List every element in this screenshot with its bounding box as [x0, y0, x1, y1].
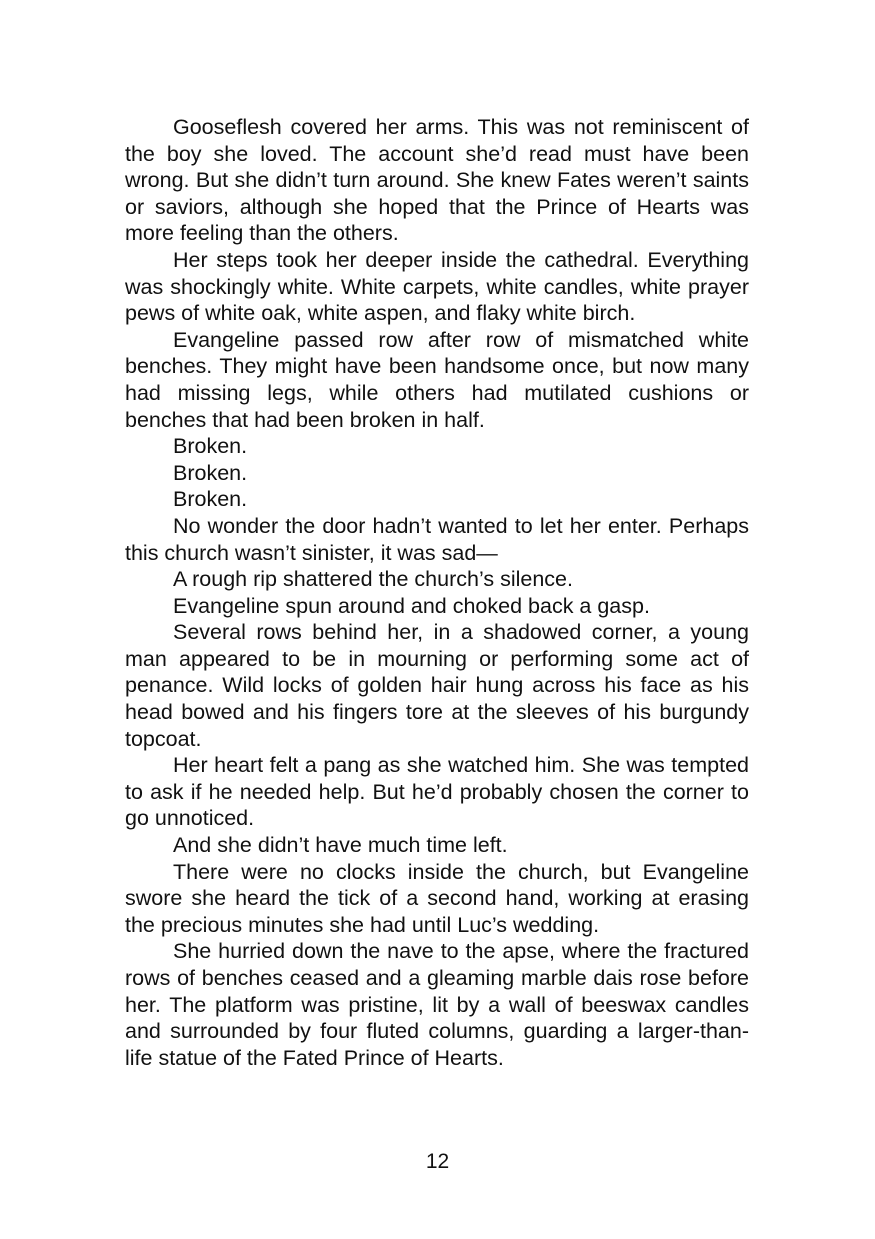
paragraph: Her heart felt a pang as she watched him. She was tempted to ask if he needed help. But he’d probably chosen the corner to go unnoticed. — [125, 753, 749, 831]
paragraph: Evangeline passed row after row of mismatched white benches. They might have been handsome once, but now many had missing legs, while others had mutilated cushions or benches that had been broken in half. — [125, 327, 749, 432]
paragraph: She hurried down the nave to the apse, where the fractured rows of benches ceased and a gleaming marble dais rose before her. The platform was pristine, lit by a wall of beeswax candles and surrounded by four fluted columns, guarding a larger-than-life statue of the Fated Prince of Hearts. — [125, 939, 749, 1070]
paragraph: A rough rip shattered the church’s silence. — [173, 567, 573, 592]
paragraph: No wonder the door hadn’t wanted to let her enter. Perhaps this church wasn’t sinister, it was sad— — [125, 513, 749, 565]
paragraph: Broken. — [173, 487, 248, 512]
paragraph: And she didn’t have much time left. — [173, 833, 508, 858]
paragraph: Several rows behind her, in a shadowed corner, a young man appeared to be in mourning or performing some act of penance. Wild locks of golden hair hung across his face as his head bowed and his fingers tore at the sleeves of his burgundy topcoat. — [125, 620, 749, 751]
paragraph: There were no clocks inside the church, but Evangeline swore she heard the tick of a second hand, working at erasing the precious minutes she had until Luc’s wedding. — [125, 859, 749, 937]
paragraph: Gooseflesh covered her arms. This was not reminiscent of the boy she loved. The account she’d read must have been wrong. But she didn’t turn around. She knew Fates weren’t saints or saviors, although she hoped that the Prince of Hearts was more feeling than the others. — [125, 115, 749, 246]
body-text — [125, 114, 749, 1071]
paragraph: Broken. — [173, 460, 248, 485]
page-number: 12 — [425, 1150, 450, 1173]
paragraph: Her steps took her deeper inside the cathedral. Everything was shockingly white. White carpets, white candles, white prayer pews of white oak, white aspen, and flaky white birch. — [125, 247, 749, 326]
paragraph: Broken. — [173, 434, 248, 459]
paragraph: Evangeline spun around and choked back a gasp. — [173, 593, 650, 618]
